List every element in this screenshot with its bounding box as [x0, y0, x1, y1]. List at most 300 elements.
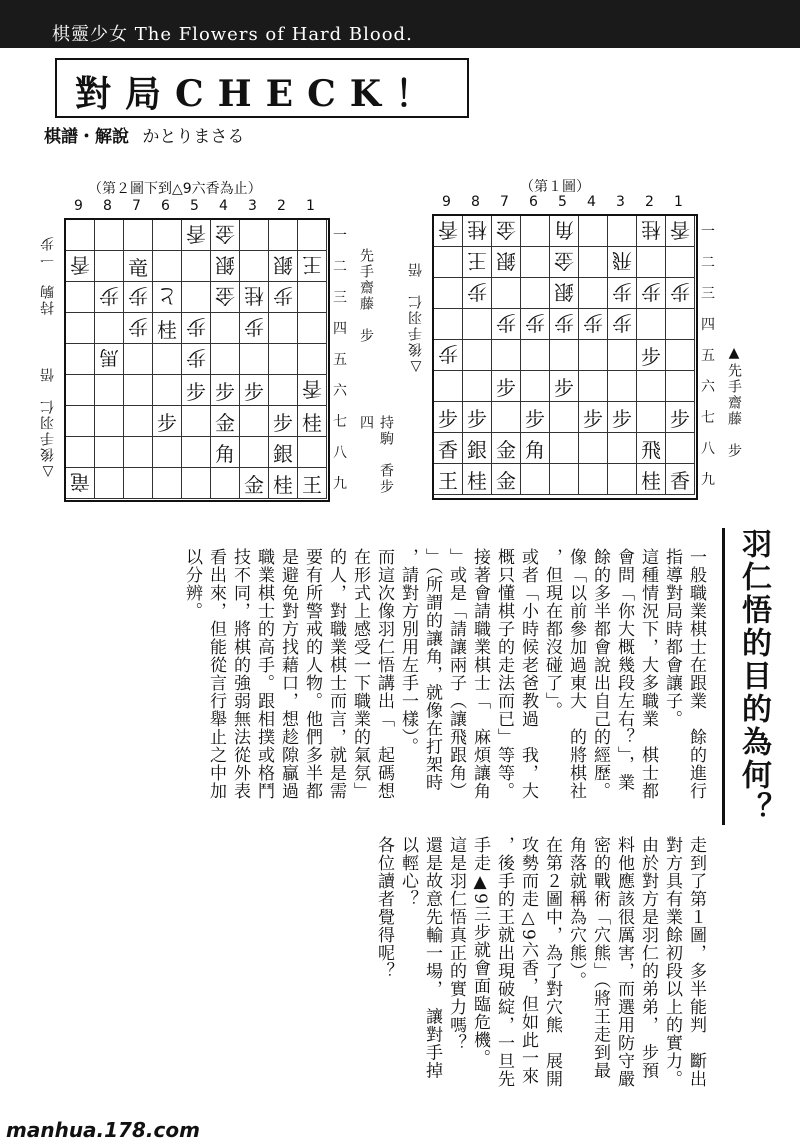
gote-piece: 香 [70, 252, 90, 277]
sente-piece: 步 [467, 406, 487, 431]
credit-label: 棋譜・解說 [44, 127, 129, 147]
article-line: 密的戰術「穴熊」（將王走到最 [590, 836, 610, 1080]
column-number: 9 [442, 194, 451, 210]
article-headline: 羽仁悟的目的為何？ [722, 528, 775, 825]
board-square [211, 406, 240, 437]
gote-piece: 步 [583, 310, 603, 335]
board-square [269, 406, 298, 437]
board-square [666, 278, 695, 309]
row-number: 五 [333, 351, 347, 368]
gote-piece: 銀 [554, 279, 574, 304]
row-number: 七 [333, 413, 347, 430]
article-bottom-section [312, 836, 708, 1126]
gote-piece: 金 [554, 248, 574, 273]
gote-piece: 竜 [70, 469, 90, 494]
gote-piece: 步 [273, 283, 293, 308]
gote-piece: 步 [641, 279, 661, 304]
board-square [492, 371, 521, 402]
column-number: 3 [248, 198, 257, 214]
board-square [153, 313, 182, 344]
board-square [269, 468, 298, 499]
board-square [298, 437, 327, 468]
sente-piece: 飛 [641, 437, 661, 462]
sente-piece: 步 [438, 406, 458, 431]
sente-piece: 步 [186, 379, 206, 404]
gote-piece: と [157, 283, 177, 308]
board-square [521, 402, 550, 433]
board-square [637, 464, 666, 495]
board1-grid [432, 214, 698, 500]
board-square [637, 371, 666, 402]
board-square [608, 247, 637, 278]
board-square [637, 216, 666, 247]
sente-piece: 步 [583, 406, 603, 431]
gote-piece: 桂 [244, 283, 264, 308]
sente-piece: 金 [496, 437, 516, 462]
board-square [153, 220, 182, 251]
board2-gote-label: △後手羽仁 悟 [40, 366, 56, 480]
board-square [492, 309, 521, 340]
board-square [637, 278, 666, 309]
board-square [269, 313, 298, 344]
row-number: 八 [701, 440, 715, 457]
board-square [492, 216, 521, 247]
sente-piece: 香 [438, 437, 458, 462]
board2-caption: （第２圖下到△9六香為止） [88, 181, 262, 197]
board-square [66, 344, 95, 375]
column-number: 1 [306, 198, 315, 214]
board-square [434, 278, 463, 309]
board-square [269, 375, 298, 406]
board-square [269, 251, 298, 282]
board-square [211, 282, 240, 313]
gote-piece: 香 [186, 221, 206, 246]
board-square [240, 313, 269, 344]
board-square [521, 371, 550, 402]
board-square [521, 278, 550, 309]
board-square [182, 282, 211, 313]
board-square [434, 371, 463, 402]
board-square [298, 406, 327, 437]
board-square [608, 340, 637, 371]
gote-piece: 步 [467, 279, 487, 304]
gote-piece: 步 [612, 279, 632, 304]
gote-piece: 香 [670, 217, 690, 242]
row-number: 二 [333, 258, 347, 275]
board-square [666, 433, 695, 464]
sente-piece: 桂 [302, 410, 322, 435]
gote-piece: 步 [128, 314, 148, 339]
board2-sente-hand: 持駒 香步四 [358, 415, 394, 495]
row-number: 四 [333, 320, 347, 337]
sente-piece: 金 [244, 472, 264, 497]
board-square [463, 309, 492, 340]
sente-piece: 竜 [128, 255, 148, 280]
gote-piece: 飛 [612, 248, 632, 273]
board-square [269, 282, 298, 313]
article-line: 這種情況下，大多職業 棋士都 [638, 548, 658, 800]
column-number: 7 [500, 194, 509, 210]
board-square [434, 464, 463, 495]
board-square [463, 247, 492, 278]
board-square [666, 464, 695, 495]
article-line: 對方具有業餘初段以上的實力。 [662, 836, 682, 1088]
board-square [298, 313, 327, 344]
board-square [182, 406, 211, 437]
sente-piece: 步 [244, 379, 264, 404]
gote-piece: 桂 [641, 217, 661, 242]
board-square [153, 344, 182, 375]
gote-piece: 步 [438, 341, 458, 366]
board-square [153, 406, 182, 437]
board-square [211, 313, 240, 344]
board-square [66, 282, 95, 313]
board-square [579, 340, 608, 371]
board-square [492, 464, 521, 495]
row-number: 五 [701, 347, 715, 364]
board-square [298, 251, 327, 282]
board-square [579, 371, 608, 402]
article-top-section [88, 548, 708, 838]
board-square [666, 216, 695, 247]
article-line: ，後手的王就出現破綻，一旦先 [494, 836, 514, 1088]
board-square [463, 371, 492, 402]
board-square [550, 278, 579, 309]
board-square [579, 247, 608, 278]
gote-piece: 角 [554, 217, 574, 242]
article-line: 像「以前參加過東大 的將棋社 [566, 548, 586, 800]
board-square [298, 468, 327, 499]
gote-piece: 步 [554, 310, 574, 335]
board-square [240, 220, 269, 251]
board-square [240, 344, 269, 375]
column-number: 8 [103, 198, 112, 214]
board-square [269, 437, 298, 468]
sente-piece: 王 [302, 472, 322, 497]
board-square [666, 309, 695, 340]
gote-piece: 香 [302, 376, 322, 401]
board-square [240, 437, 269, 468]
board-square [492, 278, 521, 309]
gote-piece: 步 [244, 314, 264, 339]
article-line: 接著會請職業棋士「 麻煩讓角 [470, 548, 490, 800]
column-number: 2 [277, 198, 286, 214]
article-line: 角落就稱為穴熊）。 [566, 836, 586, 990]
board-square [269, 344, 298, 375]
board-square [666, 247, 695, 278]
board-square [95, 437, 124, 468]
board-square [124, 282, 153, 313]
board2-gote-hand: 持駒 一步 [40, 235, 56, 315]
article-line: 還是故意先輸一場， 讓對手掉 [422, 836, 442, 1080]
board-square [608, 464, 637, 495]
sente-piece: 角 [525, 437, 545, 462]
article-line: 技不同，將棋的強弱無法從外表 [230, 548, 250, 800]
board-square [124, 468, 153, 499]
board-square [637, 433, 666, 464]
credit-name: かとりまさる [142, 127, 245, 147]
sente-piece: 銀 [273, 441, 293, 466]
board2-grid [64, 218, 330, 502]
board-square [550, 309, 579, 340]
board-square [666, 340, 695, 371]
article-line: ，請對方別用左手一樣）。 [398, 548, 418, 756]
board-square [521, 247, 550, 278]
column-number: 6 [161, 198, 170, 214]
board-square [95, 344, 124, 375]
column-number: 5 [190, 198, 199, 214]
article-line: ，但現在都沒碰了」。 [542, 548, 562, 720]
gote-piece: 步 [186, 345, 206, 370]
gote-piece: 王 [467, 248, 487, 273]
sente-piece: 步 [641, 344, 661, 369]
gote-piece: 桂 [467, 217, 487, 242]
board-square [608, 216, 637, 247]
board-square [463, 216, 492, 247]
sente-piece: 步 [525, 406, 545, 431]
board-square [95, 468, 124, 499]
sente-piece: 香 [670, 468, 690, 493]
article-line: 而這次像羽仁悟講出「 起碼想 [374, 548, 394, 800]
article-line: 在第２圖中，為了對穴熊 展開 [542, 836, 562, 1088]
board-square [298, 344, 327, 375]
board-square [550, 433, 579, 464]
board1-gote-label: △後手羽仁 悟 [408, 261, 424, 375]
board-square [637, 309, 666, 340]
column-number: 1 [674, 194, 683, 210]
board-square [95, 406, 124, 437]
header-bar [0, 0, 800, 48]
gote-piece: 步 [612, 310, 632, 335]
board-square [182, 313, 211, 344]
board-square [550, 402, 579, 433]
sente-piece: 桂 [641, 468, 661, 493]
watermark: manhua.178.com [6, 1118, 200, 1142]
article-line: 概只懂棋子的走法而已」等等。 [494, 548, 514, 800]
board-square [66, 437, 95, 468]
board-square [550, 340, 579, 371]
board-square [124, 437, 153, 468]
column-number: 4 [219, 198, 228, 214]
sente-piece: 金 [215, 410, 235, 435]
column-number: 8 [471, 194, 480, 210]
board-square [579, 402, 608, 433]
gote-piece: 步 [186, 314, 206, 339]
gote-piece: 馬 [99, 345, 119, 370]
article-line: 看出來，但能從言行舉止之中加 [206, 548, 226, 800]
title-box [55, 58, 469, 118]
board-square [153, 251, 182, 282]
board-square [463, 433, 492, 464]
article-line: 指導對局時都會讓子。 [662, 548, 682, 728]
gote-piece: 銀 [215, 252, 235, 277]
sente-piece: 桂 [157, 317, 177, 342]
board-square [608, 433, 637, 464]
board-square [608, 278, 637, 309]
row-number: 六 [333, 382, 347, 399]
column-number: 5 [558, 194, 567, 210]
board-square [550, 464, 579, 495]
board-square [182, 220, 211, 251]
board-square [521, 216, 550, 247]
board-square [637, 247, 666, 278]
gote-piece: 銀 [273, 252, 293, 277]
board-square [637, 402, 666, 433]
sente-piece: 步 [273, 410, 293, 435]
row-number: 八 [333, 444, 347, 461]
sente-piece: 步 [215, 379, 235, 404]
sente-piece: 王 [438, 468, 458, 493]
sente-piece: 步 [612, 406, 632, 431]
board-square [463, 340, 492, 371]
sente-piece: 金 [496, 468, 516, 493]
board-square [211, 220, 240, 251]
article-line: 由於對方是羽仁的弟弟， 步預 [638, 836, 658, 1080]
row-number: 三 [333, 289, 347, 306]
board-square [550, 371, 579, 402]
board-square [124, 251, 153, 282]
board-square [492, 340, 521, 371]
board-square [240, 375, 269, 406]
board-square [521, 433, 550, 464]
gote-piece: 金 [215, 283, 235, 308]
board-square [521, 464, 550, 495]
board-square [492, 433, 521, 464]
board-square [608, 309, 637, 340]
article-line: 會問「你大概幾段左右？」，業 [614, 548, 634, 792]
board1-caption: （第１圖） [520, 179, 590, 195]
article-line: 職業棋士的高手。跟相撲或格鬥 [254, 548, 274, 800]
board-square [298, 220, 327, 251]
board-square [66, 406, 95, 437]
board-square [211, 468, 240, 499]
board-square [492, 402, 521, 433]
board-square [434, 216, 463, 247]
sente-piece: 角 [215, 441, 235, 466]
article-line: 以輕心？ [398, 836, 418, 908]
article-line: 各位讀者覺得呢？ [374, 836, 394, 980]
board-square [579, 433, 608, 464]
board1-sente-label: ▲先手齋藤 步 [726, 345, 742, 459]
board-square [153, 375, 182, 406]
sente-piece: 步 [157, 410, 177, 435]
board-square [434, 402, 463, 433]
article-line: 走到了第１圖，多半能判 斷出 [686, 836, 706, 1088]
article-line: 攻勢而走△9六香，但如此一來 [518, 836, 538, 1085]
board-square [211, 251, 240, 282]
column-number: 6 [529, 194, 538, 210]
board-square [182, 251, 211, 282]
article-line: 或者「小時候老爸教過 我，大 [518, 548, 538, 800]
row-number: 六 [701, 378, 715, 395]
board-square [95, 282, 124, 313]
sente-piece: 步 [496, 375, 516, 400]
row-number: 三 [701, 285, 715, 302]
board-square [240, 468, 269, 499]
sente-piece: 銀 [467, 437, 487, 462]
board-square [521, 309, 550, 340]
sente-piece: 桂 [467, 468, 487, 493]
article-line: 以分辨。 [182, 548, 202, 620]
sente-piece: 步 [554, 375, 574, 400]
column-number: 9 [74, 198, 83, 214]
board-square [492, 247, 521, 278]
board-square [153, 437, 182, 468]
board-square [66, 220, 95, 251]
board-square [240, 251, 269, 282]
article-line: 的人，對職業棋士而言，就是需 [326, 548, 346, 800]
board-square [608, 371, 637, 402]
gote-piece: 銀 [496, 248, 516, 273]
gote-piece: 步 [525, 310, 545, 335]
article-line: 一般職業棋士在跟業 餘的進行 [686, 548, 706, 800]
sente-piece: 步 [670, 406, 690, 431]
board-square [579, 216, 608, 247]
gote-piece: 香 [438, 217, 458, 242]
column-number: 7 [132, 198, 141, 214]
board-square [463, 402, 492, 433]
board-square [95, 375, 124, 406]
board-square [124, 344, 153, 375]
board-square [124, 220, 153, 251]
board-square [521, 340, 550, 371]
board-square [240, 282, 269, 313]
board-square [95, 313, 124, 344]
board-square [182, 437, 211, 468]
board-square [66, 251, 95, 282]
article-line: 」（所謂的讓角，就像在打架時 [422, 548, 442, 792]
board-square [550, 216, 579, 247]
board-square [579, 464, 608, 495]
article-line: 是避免對方找藉口，想趁隙贏過 [278, 548, 298, 800]
board-square [124, 375, 153, 406]
board-square [211, 375, 240, 406]
series-title: 棋靈少女 The Flowers of Hard Blood. [52, 24, 413, 45]
row-number: 一 [333, 227, 347, 244]
board-square [463, 464, 492, 495]
board-square [666, 402, 695, 433]
board-square [66, 375, 95, 406]
board-square [182, 468, 211, 499]
board-square [269, 220, 298, 251]
gote-piece: 王 [302, 252, 322, 277]
credit-line [44, 122, 244, 147]
board-square [298, 282, 327, 313]
board-square [66, 313, 95, 344]
board-square [182, 375, 211, 406]
board-square [182, 344, 211, 375]
board-square [608, 402, 637, 433]
row-number: 二 [701, 254, 715, 271]
board2-sente-label: 先手齋藤 步 [358, 248, 374, 344]
board-square [434, 247, 463, 278]
row-number: 四 [701, 316, 715, 333]
board-square [434, 309, 463, 340]
board-square [434, 340, 463, 371]
article-line: 這是羽仁悟真正的實力嗎？ [446, 836, 466, 1052]
board-square [66, 468, 95, 499]
article-line: 要有所警戒的人物。他們多半都 [302, 548, 322, 800]
board-square [463, 278, 492, 309]
column-number: 2 [645, 194, 654, 210]
article-line: 在形式上感受一下職業的氣氛」 [350, 548, 370, 800]
column-number: 4 [587, 194, 596, 210]
article-line: 」或是「請讓兩子（讓飛跟角） [446, 548, 466, 800]
article-line: 餘的多半都會說出自己的經歷。 [590, 548, 610, 800]
board-square [95, 251, 124, 282]
board-square [124, 406, 153, 437]
article-line: 料他應該很厲害，而選用防守嚴 [614, 836, 634, 1088]
